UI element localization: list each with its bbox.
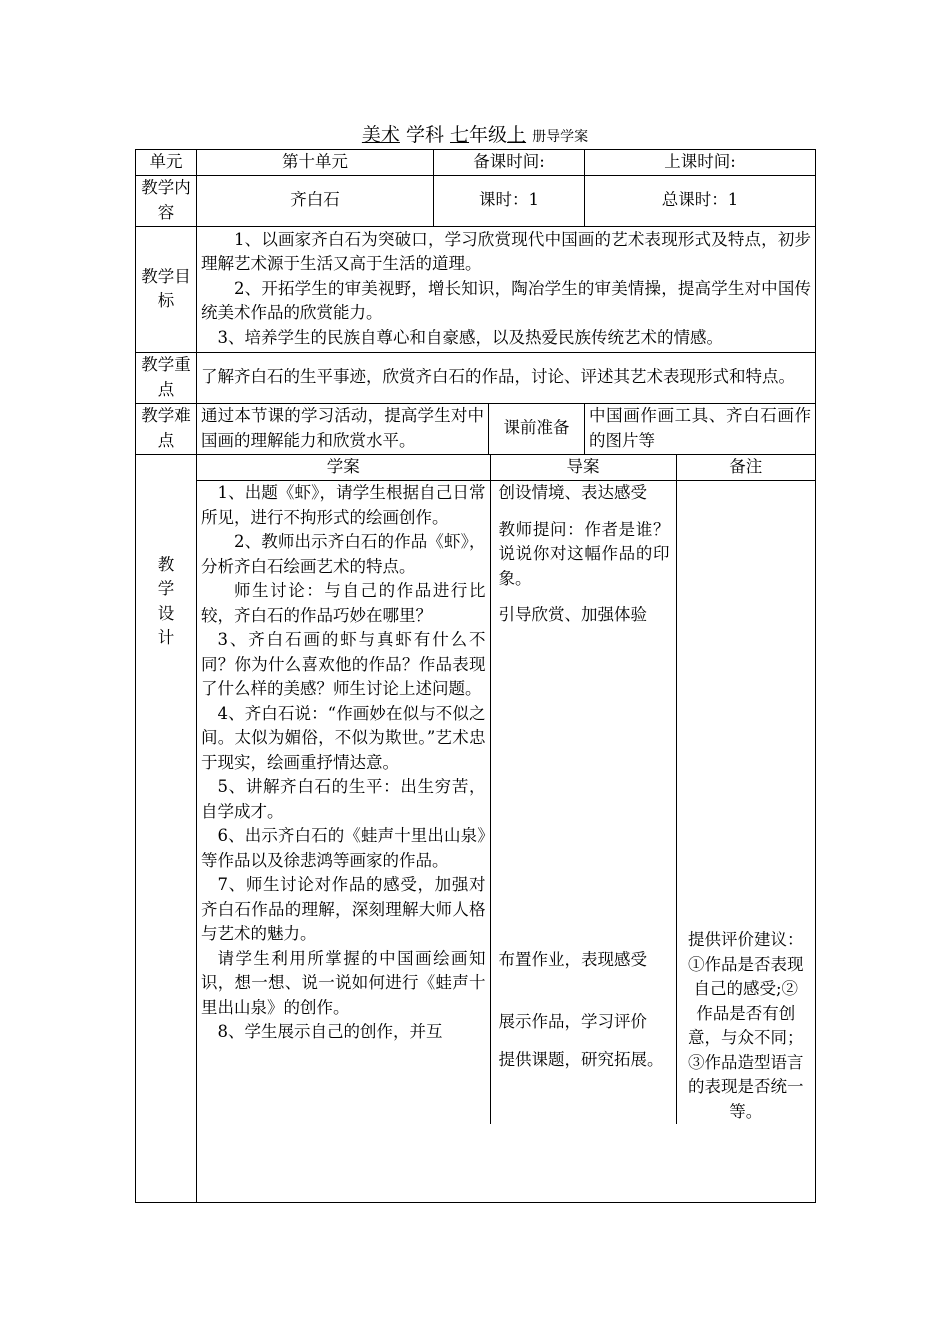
volume-suffix: 册导学案	[532, 129, 589, 145]
unit-value: 第十单元	[197, 150, 434, 176]
design-body-row	[197, 481, 815, 1125]
period: 课时：1	[434, 175, 585, 226]
prep-value: 中国画作画工具、齐白石画作的图片等	[585, 403, 816, 454]
note-column	[676, 481, 815, 1125]
key-value: 了解齐白石的生平事迹，欣赏齐白石的作品，讨论、评述其艺术表现形式和特点。	[197, 352, 816, 403]
goals-content	[197, 226, 816, 352]
subject: 美术	[361, 124, 400, 146]
row-difficulty	[136, 403, 816, 454]
study-paragraph: 师生讨论：与自己的作品进行比较，齐白石的作品巧妙在哪里？	[201, 581, 486, 625]
study-paragraph: 1、出题《虾》，请学生根据自己日常所见，进行不拘形式的绘画创作。	[201, 483, 486, 527]
content-value: 齐白石	[197, 175, 434, 226]
study-paragraph: 4、齐白石说：“作画妙在似与不似之间。太似为媚俗，不似为欺世。”艺术忠于现实，绘画重抒情达意。	[201, 703, 486, 772]
prep-label: 课前准备	[489, 403, 585, 454]
volume: 上	[507, 124, 527, 146]
key-label: 教学重点	[136, 352, 197, 403]
row-content	[136, 175, 816, 226]
lesson-plan-table	[135, 149, 816, 1203]
design-content	[197, 454, 816, 1202]
goal-item: 1、以画家齐白石为突破口，学习欣赏现代中国画的艺术表现形式及特点，初步理解艺术源于生活又高于生活的道理。	[201, 229, 811, 274]
guide-item: 提供课题，研究拓展。	[498, 1049, 664, 1069]
note-text: 提供评价建议：①作品是否表现自己的感受;② 作品是否有创意，与众不同；③作品造型语言的表现是否统一等。	[688, 930, 804, 1121]
study-header: 学案	[197, 455, 490, 481]
guide-item: 教师提问：作者是谁？说说你对这幅作品的印象。	[498, 519, 670, 588]
study-paragraph: 8、学生展示自己的创作，并互	[217, 1022, 443, 1041]
study-paragraph: 3、齐白石画的虾与真虾有什么不同？你为什么喜欢他的作品？作品表现了什么样的美感？师生讨论上述问题。	[201, 630, 486, 698]
goal-item: 2、开拓学生的审美视野，增长知识，陶冶学生的审美情操，提高学生对中国传统美术作品的欣赏能力。	[201, 278, 811, 323]
guide-column	[490, 481, 676, 1125]
design-label-char: 设	[157, 603, 175, 623]
guide-header: 导案	[490, 455, 676, 481]
design-label-char: 计	[157, 628, 175, 647]
design-label-char: 教	[157, 554, 175, 574]
guide-item: 创设情境、表达感受	[498, 483, 647, 502]
study-column	[197, 481, 490, 1125]
prep-time-label: 备课时间:	[434, 150, 585, 176]
design-label-char: 学	[157, 579, 175, 598]
design-inner-table	[197, 455, 815, 1125]
design-label	[136, 454, 197, 1202]
grade: 七	[450, 124, 470, 146]
row-goals	[136, 226, 816, 352]
goal-item: 3、培养学生的民族自尊心和自豪感，以及热爱民族传统艺术的情感。	[217, 327, 723, 347]
goals-label: 教学目标	[136, 226, 197, 352]
row-unit	[136, 150, 816, 176]
grade-suffix: 年级	[469, 124, 508, 146]
content-label: 教学内容	[136, 175, 197, 226]
study-paragraph: 7、师生讨论对作品的感受，加强对齐白石作品的理解，深刻理解大师人格与艺术的魅力。	[201, 875, 486, 943]
study-paragraph: 5、讲解齐白石的生平：出生穷苦，自学成才。	[201, 777, 486, 821]
difficulty-label: 教学难点	[136, 403, 197, 454]
difficulty-value: 通过本节课的学习活动，提高学生对中国画的理解能力和欣赏水平。	[197, 403, 489, 454]
study-paragraph: 请学生利用所掌握的中国画绘画知识，想一想、说一说如何进行《蛙声十里出山泉》的创作。	[201, 948, 486, 1017]
guide-item: 引导欣赏、加强体验	[498, 605, 647, 624]
row-key	[136, 352, 816, 403]
note-header: 备注	[676, 455, 815, 481]
design-header-row	[197, 455, 815, 481]
row-design	[136, 454, 816, 1202]
unit-label: 单元	[136, 150, 197, 176]
guide-item: 布置作业，表现感受	[498, 949, 647, 969]
study-paragraph: 6、出示齐白石的《蛙声十里出山泉》等作品以及徐悲鸿等画家的作品。	[201, 826, 486, 870]
subject-suffix: 学科	[405, 124, 444, 146]
study-paragraph: 2、教师出示齐白石的作品《虾》，分析齐白石绘画艺术的特点。	[201, 532, 486, 576]
guide-item: 展示作品，学习评价	[498, 1012, 647, 1031]
total-period: 总课时：1	[585, 175, 816, 226]
class-time-label: 上课时间:	[585, 150, 816, 176]
document-title	[0, 122, 950, 150]
